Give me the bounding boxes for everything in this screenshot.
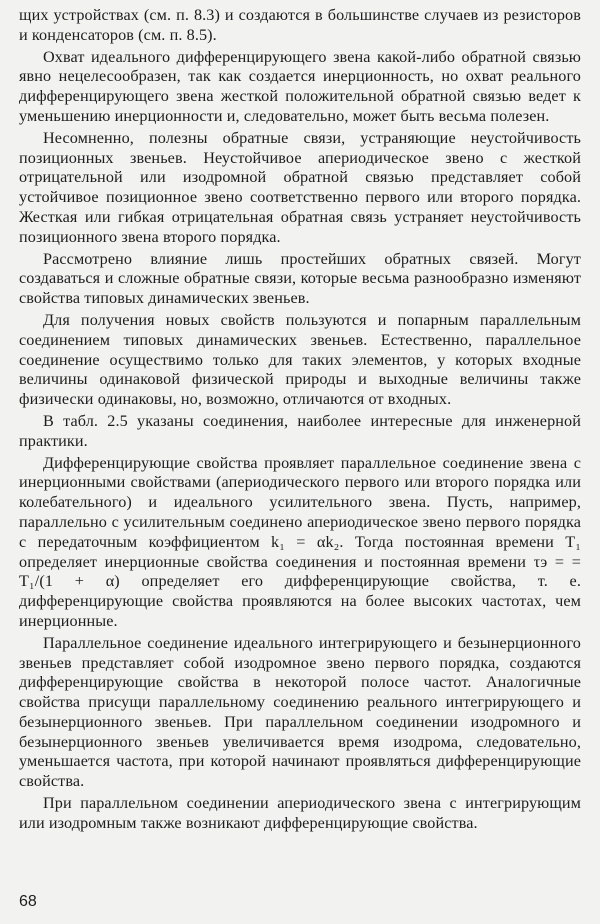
paragraph-5: Для получения новых свойств пользуются и попарным параллельным соединением типовых динамических звеньев. Естественно, параллельное соединение осуществимо только для таких элементов, у которых входные величины одинаковой физической природы и выходные величины также физически одинаковы, но, возможно, отличаются от входных. — [19, 310, 581, 409]
body-text — [19, 6, 581, 836]
paragraph-4: Рассмотрено влияние лишь простейших обратных связей. Могут создаваться и сложные обратные связи, которые весьма разнообразно изменяют свойства типовых динамических звеньев. — [19, 249, 581, 308]
paragraph-2: Охват идеального дифференцирующего звена какой-либо обратной связью явно нецелесообразен, так как создается инерционность, но охват реального дифференцирующего звена жесткой положительной обратной связью ведет к уменьшению инерционности и, следовательно, может быть весьма полезен. — [19, 47, 581, 125]
paragraph-8: Параллельное соединение идеального интегрирующего и безынерционного звеньев представляет собой изодромное звено первого порядка, создаются дифференцирующие свойства в некоторой полосе частот. Аналогичные свойства присущи параллельному соединению реального интегрирующего и безынерционного звеньев. При параллельном соединении изодромного и безынерционного звеньев увеличивается время изодрома, следовательно, уменьшается частота, при которой начинают проявляться дифференцирующие свойства. — [19, 633, 581, 791]
paragraph-9: При параллельном соединении апериодического звена с интегрирующим или изодромным также возникают дифференцирующие свойства. — [19, 794, 581, 832]
paragraph-1: щих устройствах (см. п. 8.3) и создаются в большинстве случаев из резисторов и конденсаторов (см. п. 8.5). — [19, 6, 581, 44]
paragraph-3: Несомненно, полезны обратные связи, устраняющие неустойчивость позиционных звеньев. Неустойчивое апериодическое звено с жесткой отрицательной или изодромной обратной связью представляет собой устойчивое позиционное звено соответственно первого или второго порядка. Жесткая или гибкая отрицательная обратная связь устраняет неустойчивость позиционного звена второго порядка. — [19, 128, 581, 246]
paragraph-7: Дифференцирующие свойства проявляет параллельное соединение звена с инерционными свойствами (апериодического первого или второго порядка или колебательного) и идеального усилительного звена. Пусть, например, параллельно с усилительным соединено апериодическое звено первого порядка с передаточным коэффициентом k₁ = αk₂. Тогда постоянная времени T₁ определяет инерционные свойства соединения и постоянная времени τэ = = T₁/(1 + α) определяет его дифференцирующие свойства, т. е. дифференцирующие свойства проявляются на более высоких частотах, чем инерционные. — [19, 453, 581, 630]
page-number: 68 — [19, 893, 37, 910]
paragraph-6: В табл. 2.5 указаны соединения, наиболее интересные для инженерной практики. — [19, 411, 581, 450]
